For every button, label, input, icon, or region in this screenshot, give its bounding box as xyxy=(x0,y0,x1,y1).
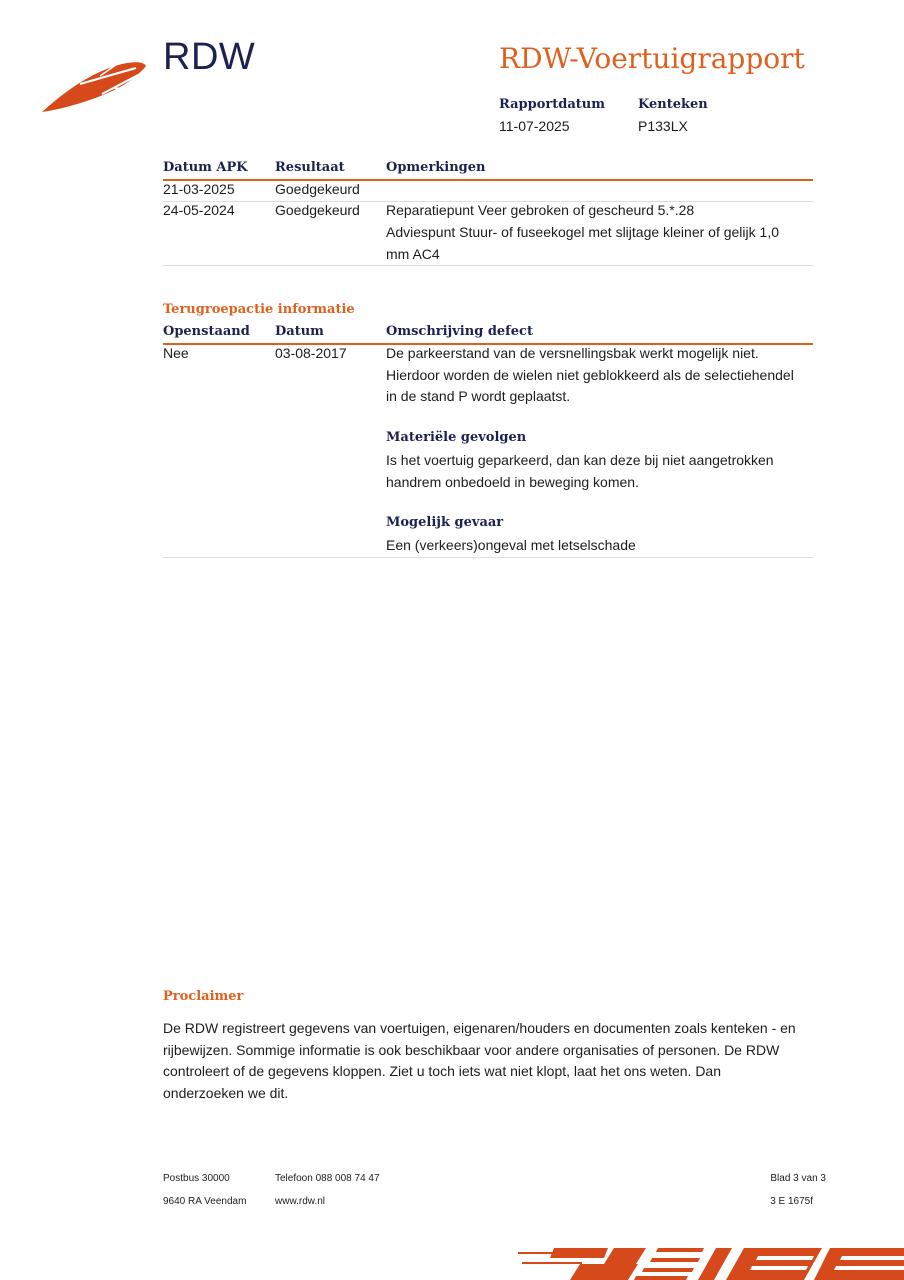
kenteken-value: P133LX xyxy=(638,118,688,134)
decorative-stripes-icon xyxy=(518,1244,904,1280)
apk-opmerking: Reparatiepunt Veer gebroken of gescheurd 5.*.28 xyxy=(386,202,695,218)
divider xyxy=(163,179,813,181)
divider xyxy=(163,557,813,558)
footer-telefoon: Telefoon 088 008 74 47 xyxy=(275,1173,380,1184)
recall-openstaand: Nee xyxy=(163,345,189,361)
apk-opmerking: Adviespunt Stuur- of fuseekogel met slijtage kleiner of gelijk 1,0 mm AC4 xyxy=(386,224,779,262)
recall-section-title: Terugroepactie informatie xyxy=(163,302,355,317)
divider xyxy=(163,265,813,266)
logo-text: RDW xyxy=(163,36,256,78)
proclaimer-title: Proclaimer xyxy=(163,989,244,1004)
gevolgen-heading: Materiële gevolgen xyxy=(386,430,527,445)
rapportdatum-value: 11-07-2025 xyxy=(499,118,570,134)
apk-resultaat: Goedgekeurd xyxy=(275,181,360,197)
page-title: RDW-Voertuigrapport xyxy=(499,42,805,75)
apk-resultaat: Goedgekeurd xyxy=(275,202,360,218)
apk-datum: 21-03-2025 xyxy=(163,181,235,197)
recall-header-omschrijving: Omschrijving defect xyxy=(386,324,533,339)
apk-header-opmerkingen: Opmerkingen xyxy=(386,160,486,175)
gevaar-heading: Mogelijk gevaar xyxy=(386,515,504,530)
apk-header-resultaat: Resultaat xyxy=(275,160,345,175)
footer-postbus: Postbus 30000 xyxy=(163,1173,230,1184)
recall-header-datum: Datum xyxy=(275,324,324,339)
recall-datum: 03-08-2017 xyxy=(275,345,347,361)
rapportdatum-label: Rapportdatum xyxy=(499,97,605,112)
recall-header-openstaand: Openstaand xyxy=(163,324,250,339)
gevaar-text: Een (verkeers)ongeval met letselschade xyxy=(386,537,636,553)
footer-code: 3 E 1675f xyxy=(770,1196,813,1207)
footer-website[interactable]: www.rdw.nl xyxy=(275,1196,326,1207)
apk-header-datum: Datum APK xyxy=(163,160,248,175)
apk-datum: 24-05-2024 xyxy=(163,202,235,218)
proclaimer-text: De RDW registreert gegevens van voertuigen, eigenaren/houders en documenten zoals kenteken - en rijbewijzen. Sommige informatie is ook beschikbaar voor andere organisaties of personen. De RDW controleert of de gegevens kloppen. Ziet u toch iets wat niet klopt, laat het ons weten. Dan onderzoeken we dit. xyxy=(163,1020,796,1101)
footer-postcode: 9640 RA Veendam xyxy=(163,1196,247,1207)
recall-omschrijving: De parkeerstand van de versnellingsbak werkt mogelijk niet. Hierdoor worden de wielen niet geblokkeerd als de selectiehendel in de stand P wordt geplaatst. xyxy=(386,345,794,404)
footer-page-number: Blad 3 van 3 xyxy=(770,1173,826,1184)
gevolgen-text: Is het voertuig geparkeerd, dan kan deze bij niet aangetrokken handrem onbedoeld in beweging komen. xyxy=(386,452,774,490)
kenteken-label: Kenteken xyxy=(638,97,708,112)
rdw-logo-icon xyxy=(40,56,148,116)
